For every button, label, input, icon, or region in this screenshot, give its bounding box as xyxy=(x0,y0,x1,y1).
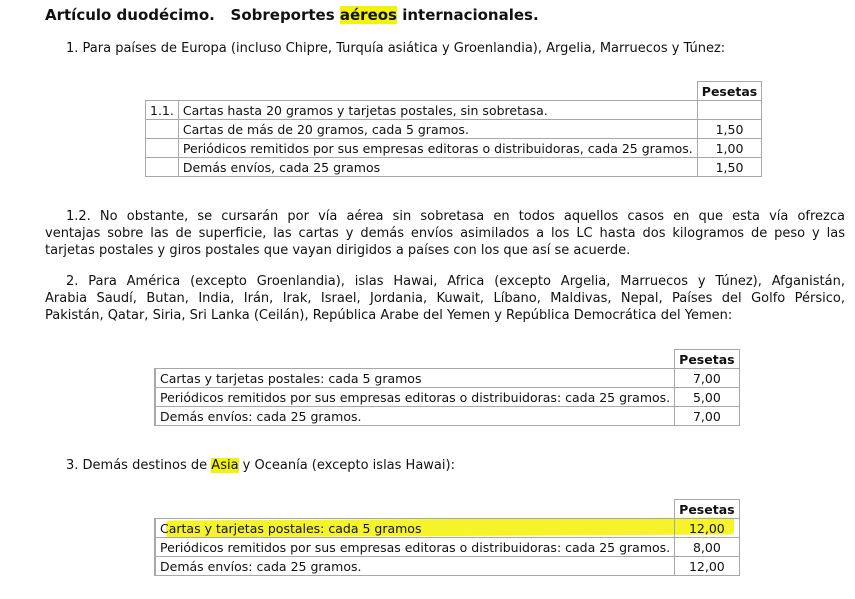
table-row xyxy=(155,369,740,388)
table-header-row xyxy=(155,500,740,519)
section2-table xyxy=(154,349,740,426)
row-index xyxy=(146,120,179,139)
note-1-2 xyxy=(45,208,845,259)
row-price: 1,50 xyxy=(697,120,761,139)
article-title xyxy=(45,6,539,24)
table-row xyxy=(155,557,740,576)
row-description: Cartas de más de 20 gramos, cada 5 gramos. xyxy=(178,120,697,139)
paragraph-line: 2. Para América (excepto Groenlandia), islas Hawai, Africa (excepto Argelia, Marruecos y Túnez), Afganistán, xyxy=(66,274,845,289)
title-highlight: aéreos xyxy=(339,6,397,24)
table-row xyxy=(146,158,762,177)
row-index: 1.1. xyxy=(146,101,179,120)
table-header-row xyxy=(155,350,740,369)
row-description: Cartas y tarjetas postales: cada 5 gramos xyxy=(156,369,675,388)
row-price: 1,50 xyxy=(697,158,761,177)
paragraph-line: tarjetas postales y giros postales que vayan dirigidos a países con los que así se acuerde. xyxy=(45,243,631,258)
heading-text-pre: 3. Demás destinos de xyxy=(66,458,212,473)
row-description: Periódicos remitidos por sus empresas editoras o distribuidoras, cada 25 gramos. xyxy=(178,139,697,158)
table-header-row xyxy=(146,82,762,101)
row-description: Demás envíos, cada 25 gramos xyxy=(178,158,697,177)
row-description: Demás envíos: cada 25 gramos. xyxy=(156,407,675,426)
paragraph-line: ventajas sobre las de superficie, las cartas y demás envíos asimilados a los LC hasta dos kilogramos de peso y las xyxy=(45,226,845,241)
row-description: Demás envíos: cada 25 gramos. xyxy=(156,557,675,576)
row-price: 8,00 xyxy=(675,538,739,557)
row-price: 1,00 xyxy=(697,139,761,158)
table-row-highlighted xyxy=(155,519,740,538)
paragraph-line: 1.2. No obstante, se cursarán por vía aérea sin sobretasa en todos aquellos casos en que esta vía ofrezca xyxy=(66,209,845,224)
row-price xyxy=(697,101,761,120)
row-description: Cartas hasta 20 gramos y tarjetas postales, sin sobretasa. xyxy=(178,101,697,120)
table-row xyxy=(155,538,740,557)
title-text-post: internacionales. xyxy=(396,6,539,24)
row-index xyxy=(146,139,179,158)
table-row xyxy=(146,120,762,139)
row-description: Cartas y tarjetas postales: cada 5 gramos xyxy=(156,519,675,538)
row-description: Periódicos remitidos por sus empresas editoras o distribuidoras: cada 25 gramos. xyxy=(156,388,675,407)
paragraph-line: Pakistán, Qatar, Siria, Sri Lanka (Ceilán), República Arabe del Yemen y República Democrática del Yemen: xyxy=(45,308,733,323)
row-index xyxy=(146,158,179,177)
section1-heading: 1. Para países de Europa (incluso Chipre, Turquía asiática y Groenlandia), Argelia, Marruecos y Túnez: xyxy=(66,41,726,56)
section2-heading xyxy=(45,273,845,324)
heading-highlight: Asia xyxy=(211,458,239,473)
paragraph-line: Arabia Saudí, Butan, India, Irán, Irak, Israel, Jordania, Kuwait, Líbano, Maldivas, Nepal, Países del Golfo Pérsico, xyxy=(45,291,845,306)
column-header: Pesetas xyxy=(697,82,761,101)
table-row xyxy=(155,407,740,426)
row-price: 7,00 xyxy=(675,369,739,388)
table-row xyxy=(146,139,762,158)
heading-text-post: y Oceanía (excepto islas Hawai): xyxy=(238,458,455,473)
row-price: 12,00 xyxy=(675,557,739,576)
column-header: Pesetas xyxy=(675,350,739,369)
title-text-pre: Artículo duodécimo. Sobreportes xyxy=(45,6,340,24)
section1-table xyxy=(145,81,762,177)
row-description: Periódicos remitidos por sus empresas editoras o distribuidoras: cada 25 gramos. xyxy=(156,538,675,557)
column-header: Pesetas xyxy=(675,500,739,519)
table-row xyxy=(155,388,740,407)
table-row xyxy=(146,101,762,120)
section3-table xyxy=(154,499,740,576)
row-price: 5,00 xyxy=(675,388,739,407)
row-price: 7,00 xyxy=(675,407,739,426)
section3-heading xyxy=(66,457,455,474)
row-price: 12,00 xyxy=(675,519,739,538)
